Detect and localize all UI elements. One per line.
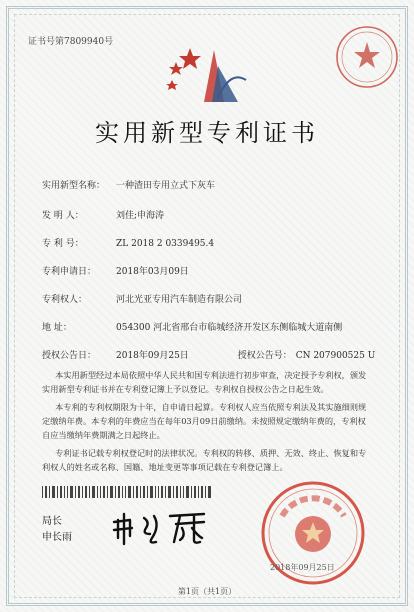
field-value: 2018年03月09日 [116,267,189,277]
field-patent-number [42,236,214,249]
field-utility-name [42,178,215,191]
field-label: 地 址： [42,323,72,333]
page-number: 第1页（共1页） [177,587,237,596]
field-patentee [42,292,242,305]
paragraph-term: 本专利的专利权期限为十年，自申请日起算。专利权人应当依照专利法及其实施细则规定缴纳年费。本专利的年费应当在每年03月09日前缴纳。未按照规定缴纳年费的，专利权自应当缴纳年费期满之日起终止。 [42,402,367,440]
field-value: 河北光亚专用汽车制造有限公司 [116,295,243,305]
certificate-number: 证书号第7809940号 [28,37,114,47]
field-value: 一种渣田专用立式下灰车 [116,181,216,191]
field-value: CN 207900525 U [295,351,376,361]
paragraph-grant: 本实用新型经过本局依照中华人民共和国专利法进行初步审查，决定授予专利权，颁发实用新型专利证书并在专利登记簿上予以登记。专利权自授权公告之日起生效。 [42,370,367,394]
paragraph-legal-status: 专利证书记载专利权登记时的法律状况。专利权的转移、质押、无效、终止、恢复和专利权人的姓名或名称、国籍、地址变更等事项记载在专利登记簿上。 [42,448,367,472]
top-right-seal-icon [332,22,402,92]
role-name: 申长雨 [42,532,72,543]
field-label: 发 明 人： [42,211,84,221]
field-label: 授权公告号： [237,351,292,361]
seal-date: 2018年09月25日 [270,563,335,572]
field-value: 2018年09月25日 [116,351,189,361]
field-inventor [42,208,164,221]
field-address [42,320,342,333]
field-authorization [42,348,375,361]
page-title: 实用新型专利证书 [95,119,319,147]
field-label: 专 利 号： [42,239,84,249]
field-value: 刘佳;申海涛 [116,211,165,221]
role-label: 局长 [42,516,62,527]
field-value: 054300 河北省邢台市临城经济开发区东侧临城大道南侧 [116,323,343,333]
field-application-date [42,264,189,277]
field-label: 实用新型名称： [42,181,106,191]
field-label: 专利权人： [42,295,88,305]
field-label: 专利申请日： [42,267,97,277]
handwritten-signature-icon [110,508,220,548]
sipo-emblem-icon [160,40,250,110]
field-value: ZL 2018 2 0339495.4 [116,239,215,249]
field-label: 授权公告日： [42,351,97,361]
barcode-icon [42,486,212,498]
signature-labels [42,514,72,546]
